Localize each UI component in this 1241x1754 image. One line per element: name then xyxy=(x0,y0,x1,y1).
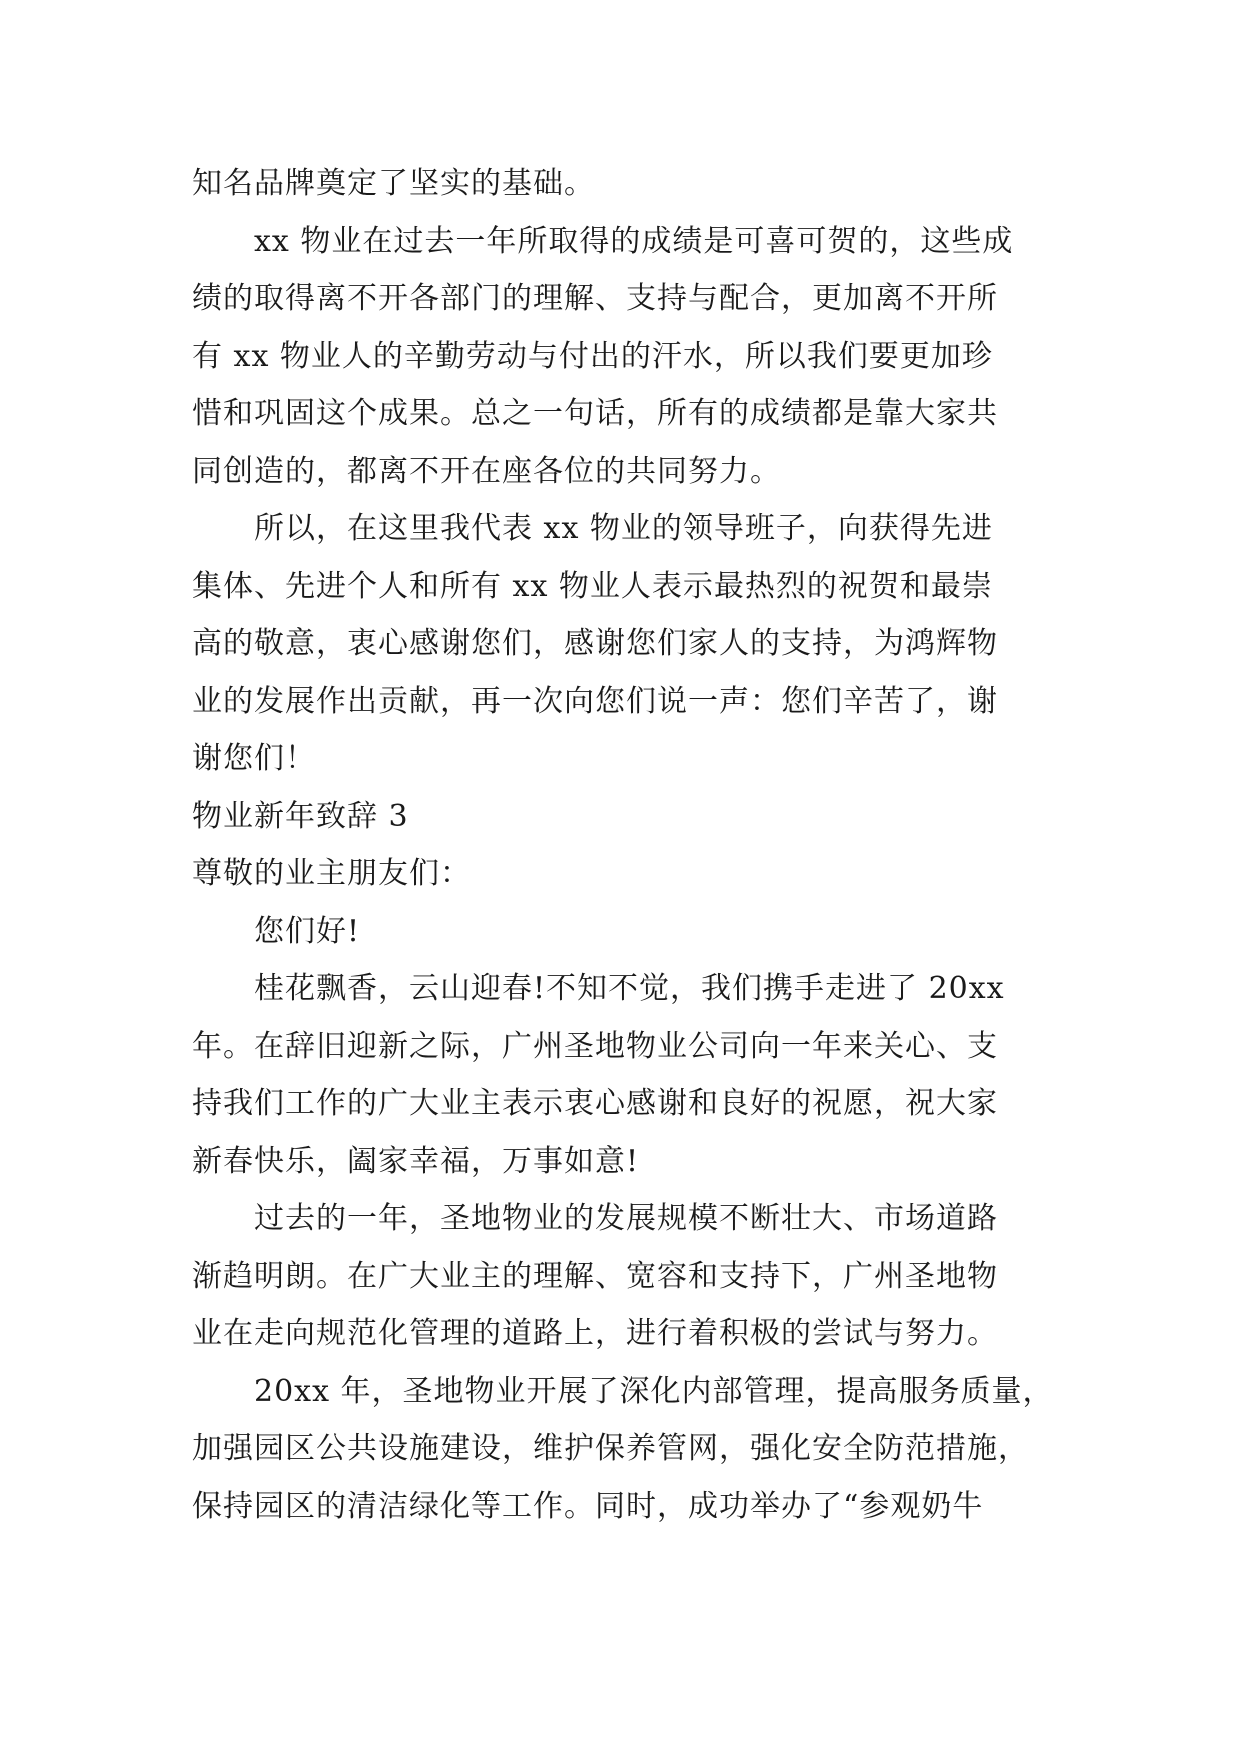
text-line: 知名品牌奠定了坚实的基础。 xyxy=(192,166,595,201)
salutation: 尊敬的业主朋友们： xyxy=(192,856,471,891)
text-line: 桂花飘香，云山迎春!不知不觉，我们携手走进了 20xx xyxy=(254,971,1005,1006)
text-line: 保持园区的清洁绿化等工作。同时，成功举办了“参观奶牛 xyxy=(192,1488,984,1524)
text-line: 业的发展作出贡献，再一次向您们说一声：您们辛苦了，谢 xyxy=(192,683,998,719)
text-line: 绩的取得离不开各部门的理解、支持与配合，更加离不开所 xyxy=(192,281,998,316)
section-heading: 物业新年致辞 3 xyxy=(192,798,409,834)
text-line: 所以，在这里我代表 xx 物业的领导班子，向获得先进 xyxy=(254,511,993,546)
text-line: 有 xx 物业人的辛勤劳动与付出的汗水，所以我们要更加珍 xyxy=(192,338,993,374)
text-line: 惜和巩固这个成果。总之一句话，所有的成绩都是靠大家共 xyxy=(192,396,998,431)
text-line: 业在走向规范化管理的道路上，进行着积极的尝试与努力。 xyxy=(192,1316,998,1351)
text-line: xx 物业在过去一年所取得的成绩是可喜可贺的，这些成 xyxy=(254,223,1014,259)
text-line: 过去的一年，圣地物业的发展规模不断壮大、市场道路 xyxy=(254,1201,998,1236)
text-line: 加强园区公共设施建设，维护保养管网，强化安全防范措施， xyxy=(192,1431,1029,1466)
text-line: 20xx 年，圣地物业开展了深化内部管理，提高服务质量， xyxy=(254,1373,1054,1409)
text-line: 渐趋明朗。在广大业主的理解、宽容和支持下，广州圣地物 xyxy=(192,1258,998,1294)
document-body xyxy=(192,155,1052,1535)
text-line: 同创造的，都离不开在座各位的共同努力。 xyxy=(192,453,781,489)
text-line: 年。在辞旧迎新之际，广州圣地物业公司向一年来关心、支 xyxy=(192,1028,998,1064)
text-line: 集体、先进个人和所有 xx 物业人表示最热烈的祝贺和最崇 xyxy=(192,568,993,604)
text-line: 持我们工作的广大业主表示衷心感谢和良好的祝愿，祝大家 xyxy=(192,1086,998,1121)
text-line: 谢您们！ xyxy=(192,741,316,776)
text-line: 新春快乐，阖家幸福，万事如意! xyxy=(192,1143,640,1179)
greeting: 您们好! xyxy=(254,913,361,949)
text-line: 高的敬意，衷心感谢您们，感谢您们家人的支持，为鸿辉物 xyxy=(192,626,998,661)
